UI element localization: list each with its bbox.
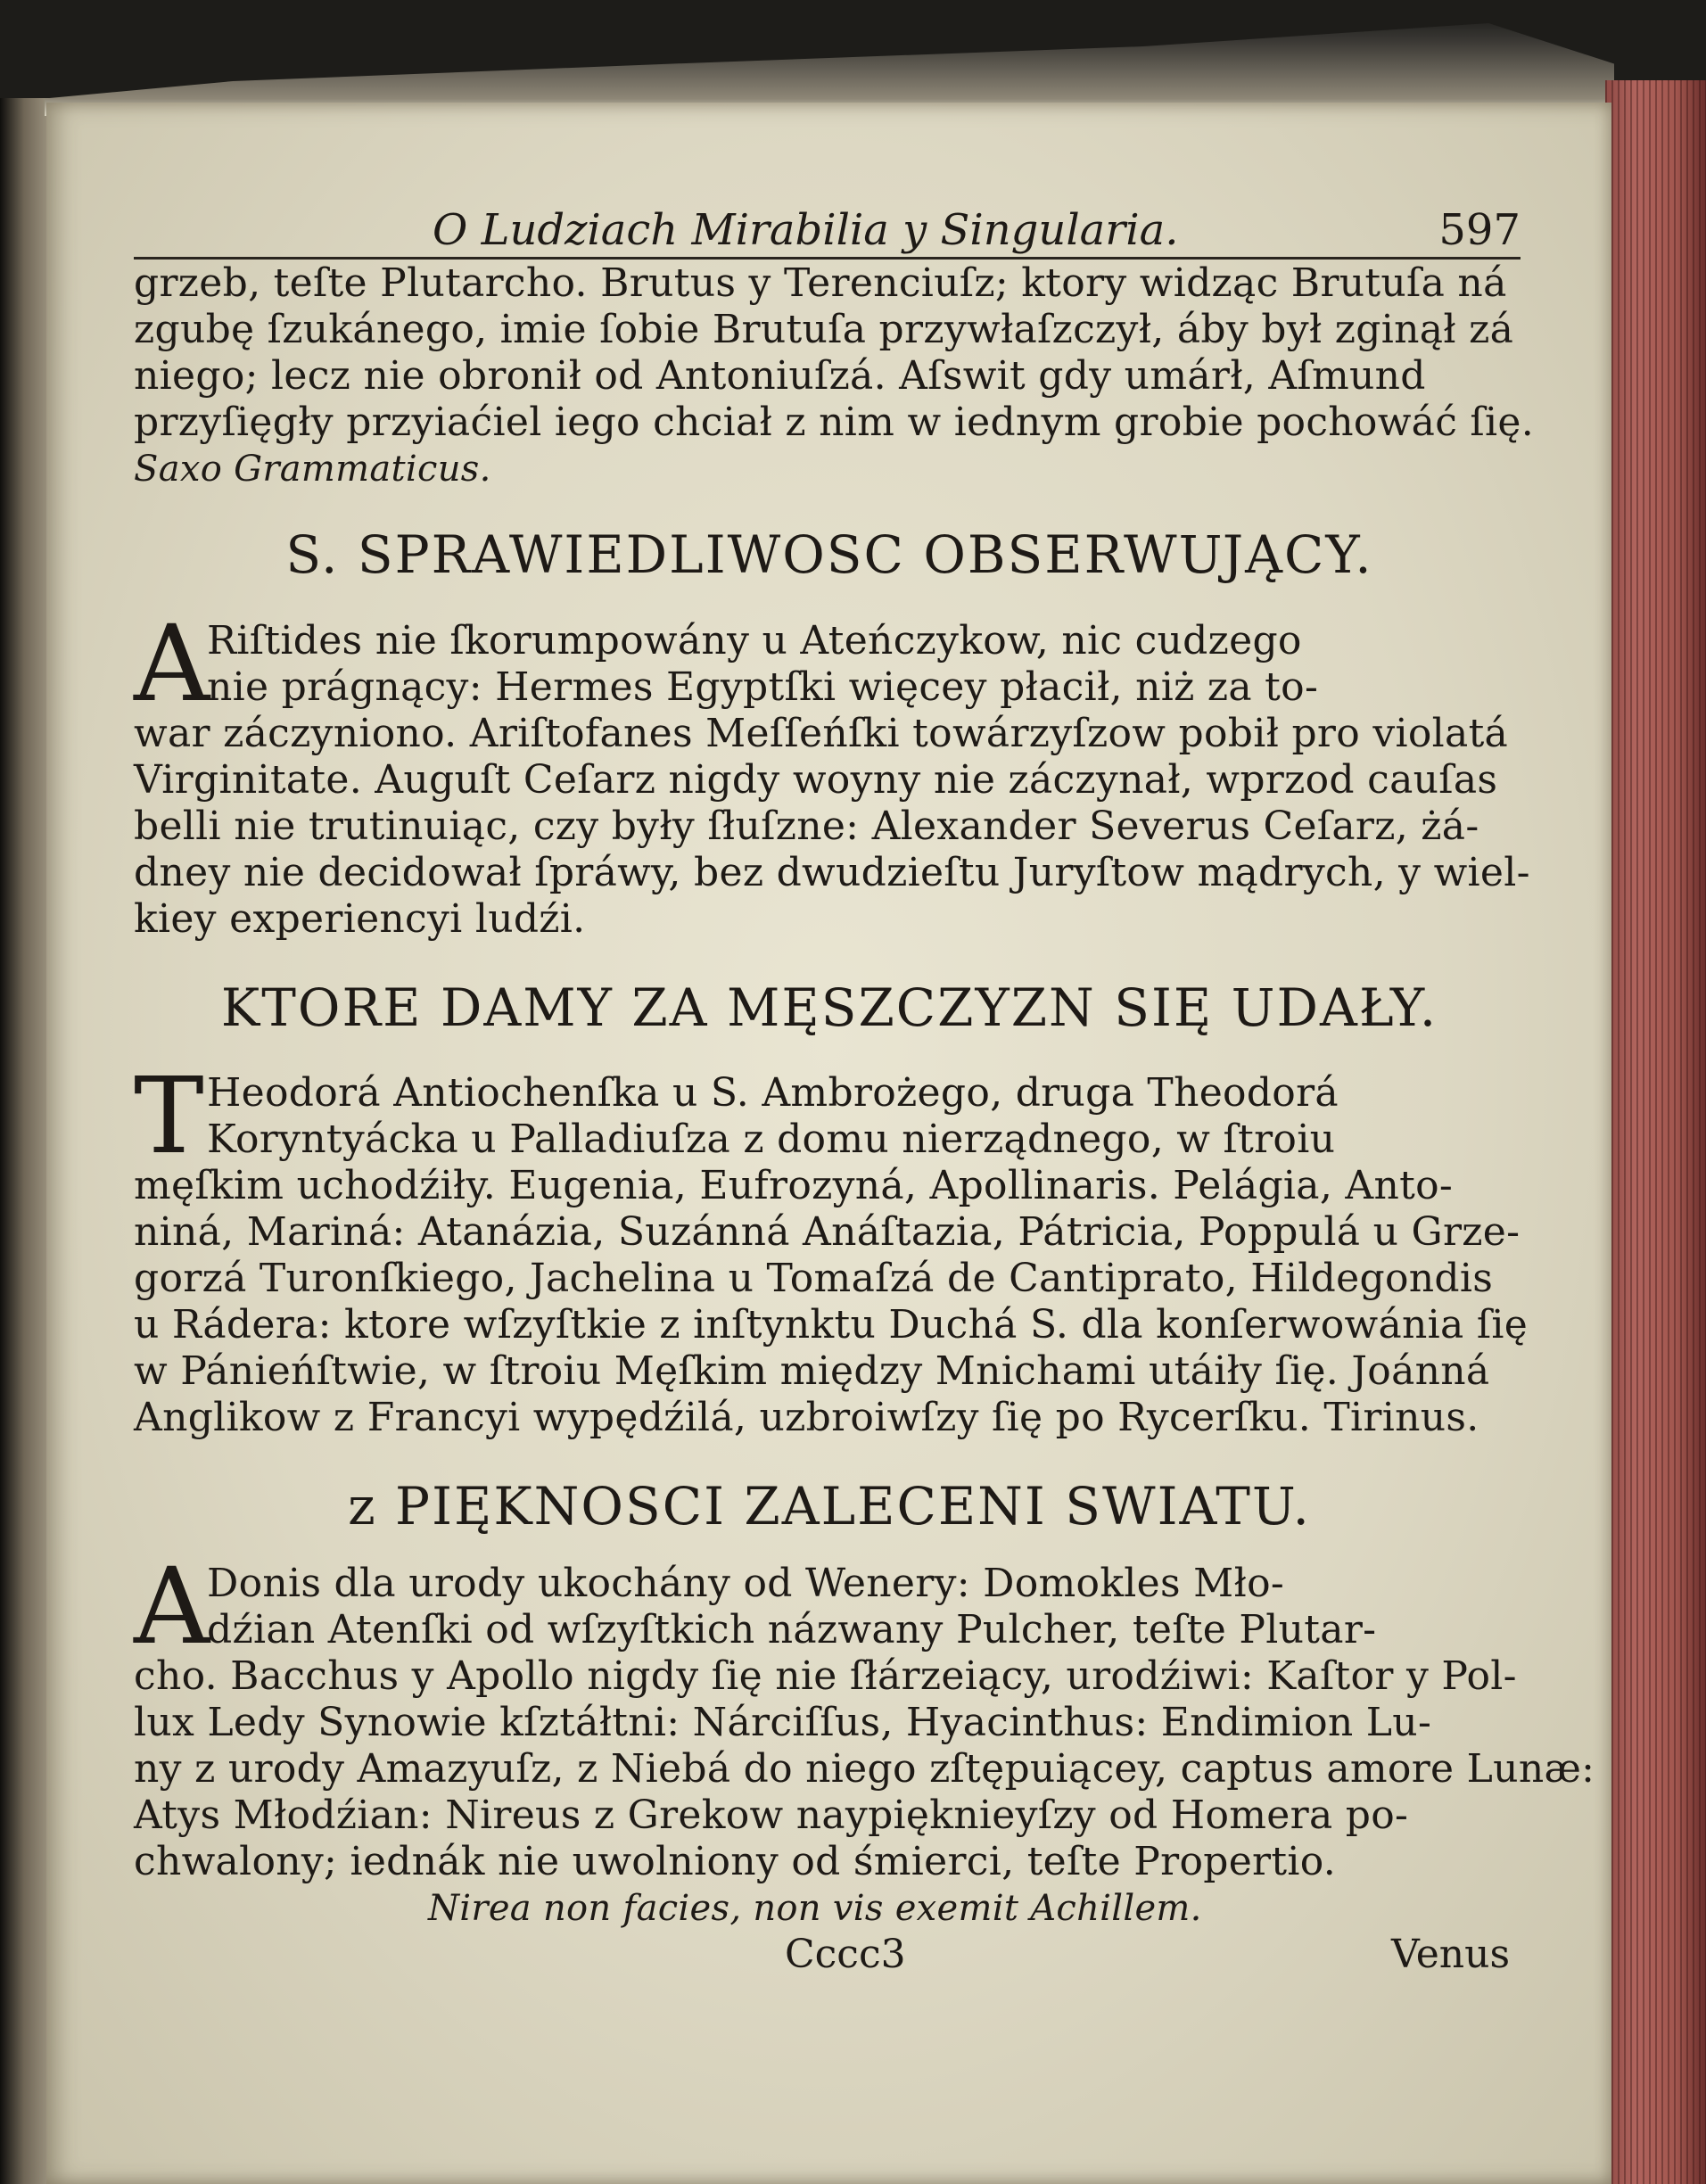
text-line: Koryntyácka u Palladiuſza z domu nierządnego, w ſtroiu (207, 1117, 1336, 1162)
text-line: cho. Bacchus y Apollo nigdy ſię nie ſłárzeiący, urodźiwi: Kaſtor y Pol- (134, 1653, 1517, 1699)
text-line: Atys Młodźian: Nireus z Grekow naypięknieyſzy od Homera po- (134, 1793, 1409, 1838)
text-line: dźian Atenſki od wſzyſtkich názwany Pulcher, teſte Plutar- (207, 1607, 1377, 1652)
text-line: u Rádera: ktore wſzyſtkie z inſtynktu Duchá S. dla konſerwowánia ſię (134, 1302, 1529, 1347)
drop-cap: A (134, 1545, 210, 1668)
drop-cap: T (134, 1054, 204, 1177)
text-line: Donis dla urody ukochány od Wenery: Domokles Mło- (207, 1561, 1285, 1606)
verse-line: Nirea non facies, non vis exemit Achillem. (428, 1888, 1202, 1929)
text-line: chwalony; iednák nie uwolniony od śmierci, teſte Propertio. (134, 1839, 1337, 1884)
text-line: belli nie trutinuiąc, czy były ſłuſzne: Alexander Severus Ceſarz, żá- (134, 804, 1479, 849)
header-rule (134, 257, 1521, 260)
text-line: grzeb, teſte Plutarcho. Brutus y Terenciuſz; ktory widząc Brutuſa ná (134, 260, 1507, 306)
catchword: Venus (1391, 1932, 1511, 1977)
left-page-edge (0, 98, 54, 2184)
page-number: 597 (1438, 205, 1521, 255)
text-line: Heodorá Antiochenſka u S. Ambrożego, druga Theodorá (207, 1070, 1339, 1116)
text-line: Virginitate. Auguſt Ceſarz nigdy woyny nie záczynał, wprzod cauſas (134, 757, 1498, 803)
running-head-title: O Ludziach Mirabilia y Singularia. (433, 205, 1179, 255)
text-line: gorzá Turonſkiego, Jachelina u Tomaſzá de Cantiprato, Hildegondis (134, 1256, 1494, 1301)
signature-mark: Cccc3 (785, 1932, 906, 1977)
text-line: niego; lecz nie obronił od Antoniuſzá. Aſswit gdy umárł, Aſmund (134, 353, 1426, 399)
text-line: nie prágnący: Hermes Egyptſki więcey płacił, niż za to- (207, 664, 1319, 710)
text-line: Riſtides nie ſkorumpowány u Ateńczykow, nic cudzego (207, 618, 1302, 663)
text-line: dney nie decidował ſpráwy, bez dwudzieſtu Juryſtow mądrych, y wiel- (134, 850, 1530, 895)
text-line: lux Ledy Synowie kſztáłtni: Nárciſſus, Hyacinthus: Endimion Lu- (134, 1700, 1432, 1745)
top-book-edge (45, 0, 1614, 116)
text-line: niná, Mariná: Atanázia, Suzánná Anáſtazia, Pátricia, Poppulá u Grze- (134, 1209, 1521, 1255)
text-line: war záczyniono. Ariſtofanes Meſſeńſki towárzyſzow pobił pro violatá (134, 711, 1509, 756)
red-page-edges (1605, 80, 1706, 2184)
text-line: przyſięgły przyiaćiel iego chciał z nim w iednym grobie pochowáć ſię. (134, 400, 1535, 445)
text-line: Saxo Grammaticus. (134, 449, 491, 490)
text-line: męſkim uchodźiły. Eugenia, Eufrozyná, Apollinaris. Pelágia, Anto- (134, 1163, 1454, 1208)
section-heading: S. SPRAWIEDLIWOSC OBSERWUJĄCY. (285, 524, 1373, 585)
text-line: Anglikow z Francyi wypędźilá, uzbroiwſzy ſię po Rycerſku. Tirinus. (134, 1395, 1479, 1440)
text-line: zgubę ſzukánego, imie ſobie Brutuſa przywłaſzczył, áby był zginął zá (134, 307, 1514, 352)
text-line: w Pánieńſtwie, w ſtroiu Męſkim między Mnichami utáiły ſię. Joánná (134, 1348, 1490, 1394)
text-line: ny z urody Amazyuſz, z Niebá do niego zſtępuiącey, captus amore Lunæ: (134, 1746, 1595, 1792)
text-line: kiey experiencyi ludźi. (134, 896, 586, 942)
section-heading: z PIĘKNOSCI ZALECENI SWIATU. (348, 1476, 1311, 1537)
drop-cap: A (134, 602, 210, 725)
page-text (134, 205, 1595, 2007)
section-heading: KTORE DAMY ZA MĘSZCZYZN SIĘ UDAŁY. (220, 977, 1438, 1038)
running-head (433, 205, 1521, 255)
